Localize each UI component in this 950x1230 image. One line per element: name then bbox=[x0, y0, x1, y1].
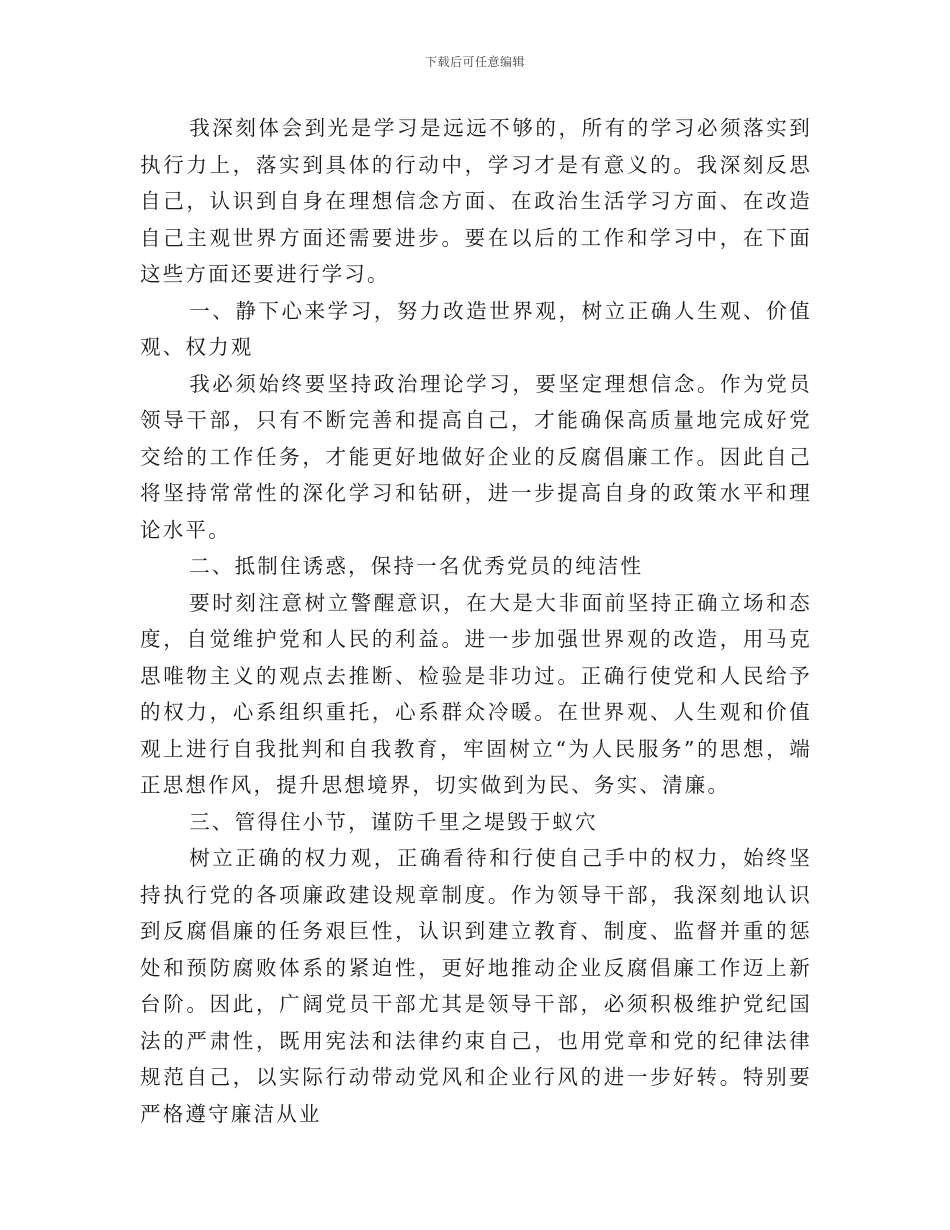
paragraph-section-2: 要时刻注意树立警醒意识，在大是大非面前坚持正确立场和态度，自觉维护党和人民的利益。进一步加强世界观的改造，用马克思唯物主义的观点去推断、检验是非功过。正确行使党和人民给予的权力，心系组织重托，心系群众冷暖。在世界观、人生观和价值观上进行自我批判和自我教育，牢固树立“为人民服务”的思想，端正思想作风，提升思想境界，切实做到为民、务实、清廉。 bbox=[140, 590, 812, 797]
section-heading-2: 二、抵制住诱惑，保持一名优秀党员的纯洁性 bbox=[189, 554, 644, 578]
paragraph-section-1: 我必须始终要坚持政治理论学习，要坚定理想信念。作为党员领导干部，只有不断完善和提高自己，才能确保高质量地完成好党交给的工作任务，才能更好地做好企业的反腐倡廉工作。因此自己将坚持常常性的深化学习和钻研，进一步提高自身的政策水平和理论水平。 bbox=[140, 371, 812, 542]
section-heading-1: 一、静下心来学习，努力改造世界观，树立正确人生观、价值观、权力观 bbox=[140, 298, 812, 359]
document-body bbox=[140, 110, 812, 1132]
paragraph-section-3: 树立正确的权力观，正确看待和行使自己手中的权力，始终坚持执行党的各项廉政建设规章制度。作为领导干部，我深刻地认识到反腐倡廉的任务艰巨性，认识到建立教育、制度、监督并重的惩处和预防腐败体系的紧迫性，更好地推动企业反腐倡廉工作迈上新台阶。因此，广阔党员干部尤其是领导干部，必须积极维护党纪国法的严肃性，既用宪法和法律约束自己，也用党章和党的纪律法律规范自己，以实际行动带动党风和企业行风的进一步好转。特别要严格遵守廉洁从业 bbox=[140, 846, 812, 1126]
paragraph-intro: 我深刻体会到光是学习是远远不够的，所有的学习必须落实到执行力上，落实到具体的行动中，学习才是有意义的。我深刻反思自己，认识到自身在理想信念方面、在政治生活学习方面、在改造自己主观世界方面还需要进步。要在以后的工作和学习中，在下面这些方面还要进行学习。 bbox=[140, 116, 812, 286]
page-header: 下载后可任意编辑 bbox=[424, 55, 525, 69]
section-heading-3: 三、管得住小节，谨防千里之堤毁于蚁穴 bbox=[189, 809, 598, 834]
